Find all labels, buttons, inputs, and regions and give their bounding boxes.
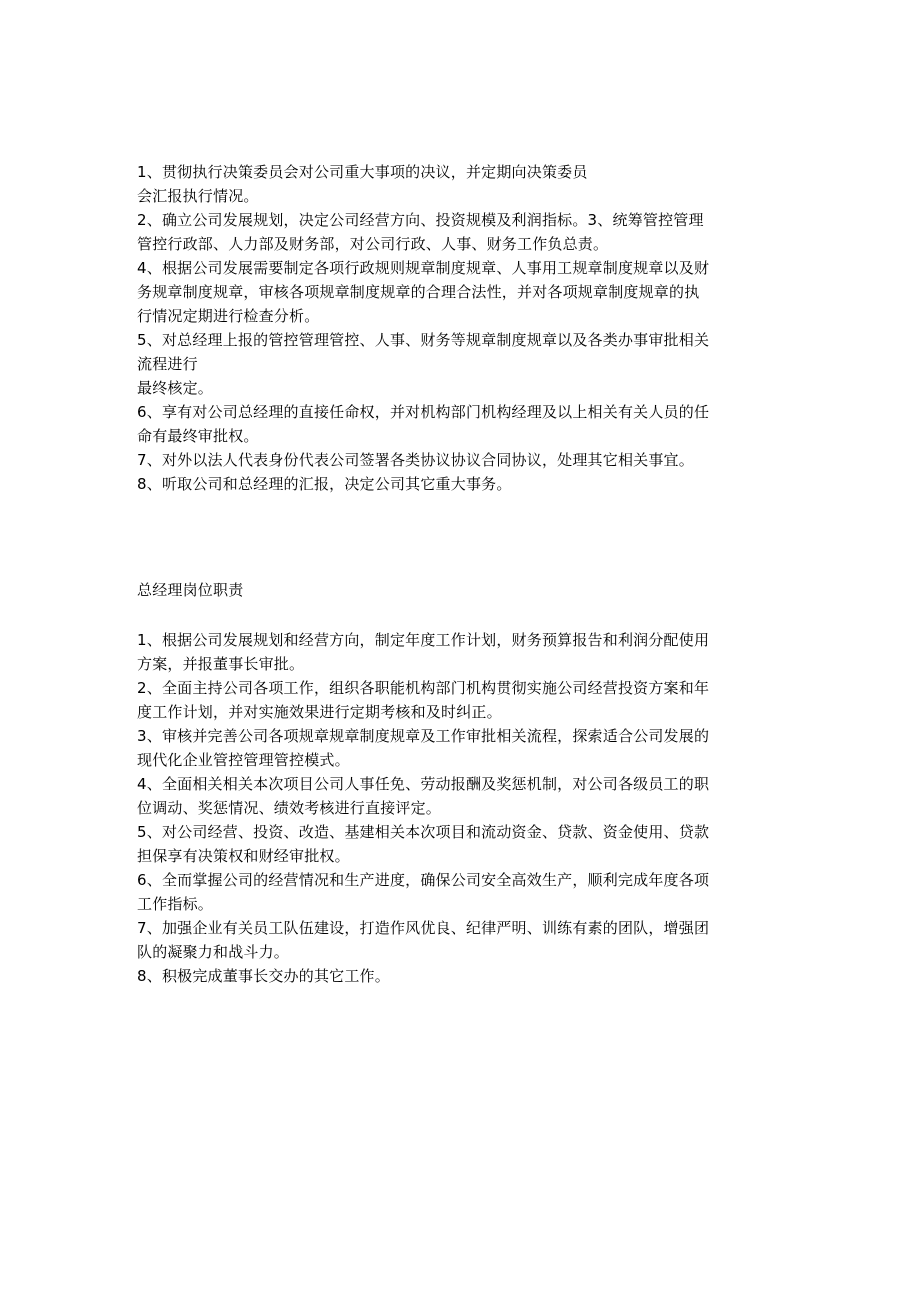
text-line: 行情况定期进行检查分析。	[137, 307, 320, 325]
text-line: 工作指标。	[137, 895, 214, 913]
text-line: 7、加强企业有关员工队伍建设，打造作风优良、纪律严明、训练有素的团队，增强团	[137, 919, 710, 937]
text-line: 5、对总经理上报的管控管理管控、人事、财务等规章制度规章以及各类办事审批相关	[137, 331, 710, 349]
text-line: 4、根据公司发展需要制定各项行政规则规章制度规章、人事用工规章制度规章以及财	[137, 259, 710, 277]
text-line: 务规章制度规章，审核各项规章制度规章的合理合法性，并对各项规章制度规章的执	[137, 283, 700, 301]
text-line: 3、审核并完善公司各项规章规章制度规章及工作审批相关流程，探索适合公司发展的	[137, 727, 710, 745]
text-line: 1、根据公司发展规划和经营方向，制定年度工作计划，财务预算报告和利润分配使用	[137, 631, 710, 649]
text-line: 1、贯彻执行决策委员会对公司重大事项的决议，并定期向决策委员	[137, 163, 588, 181]
text-line: 管控行政部、人力部及财务部，对公司行政、人事、财务工作负总责。	[137, 235, 609, 253]
gm-duties-list	[137, 628, 787, 988]
text-line: 2、全面主持公司各项工作，组织各职能机构部门机构贯彻实施公司经营投资方案和年	[137, 679, 710, 697]
text-line: 6、享有对公司总经理的直接任命权，并对机构部门机构经理及以上相关有关人员的任	[137, 403, 710, 421]
text-line: 4、全面相关相关本次项目公司人事任免、劳动报酬及奖惩机制，对公司各级员工的职	[137, 775, 710, 793]
section-heading: 总经理岗位职责	[137, 581, 244, 599]
text-line: 担保享有决策权和财经审批权。	[137, 847, 350, 865]
text-line: 8、听取公司和总经理的汇报，决定公司其它重大事务。	[137, 475, 512, 493]
text-line: 会汇报执行情况。	[137, 187, 259, 205]
text-line: 6、全而掌握公司的经营情况和生产进度，确保公司安全高效生产，顺利完成年度各项	[137, 871, 710, 889]
text-line: 队的凝聚力和战斗力。	[137, 943, 290, 961]
text-line: 位调动、奖惩情况、绩效考核进行直接评定。	[137, 799, 442, 817]
text-line: 现代化企业管控管理管控模式。	[137, 751, 350, 769]
board-duties-list	[137, 160, 787, 496]
text-line: 最终核定。	[137, 379, 214, 397]
text-line: 2、确立公司发展规划，决定公司经营方向、投资规模及利润指标。3、统筹管控管理	[137, 211, 704, 229]
text-line: 度工作计划，并对实施效果进行定期考核和及时纠正。	[137, 703, 502, 721]
text-line: 流程进行	[137, 355, 198, 373]
text-line: 方案，并报董事长审批。	[137, 655, 305, 673]
text-line: 命有最终审批权。	[137, 427, 259, 445]
text-line: 8、积极完成董事长交办的其它工作。	[137, 967, 390, 985]
text-line: 7、对外以法人代表身份代表公司签署各类协议协议合同协议，处理其它相关事宜。	[137, 451, 694, 469]
text-line: 5、对公司经营、投资、改造、基建相关本次项目和流动资金、贷款、资金使用、贷款	[137, 823, 710, 841]
